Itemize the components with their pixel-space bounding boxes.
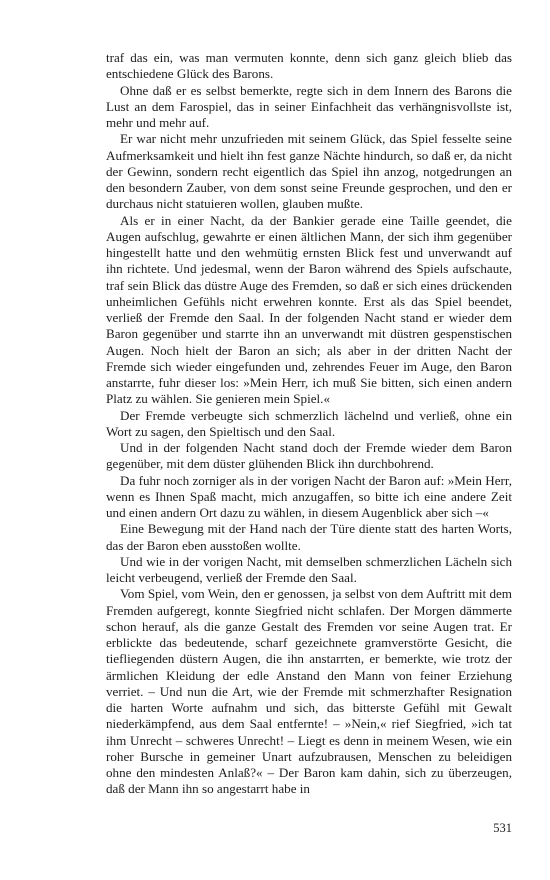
- paragraph: Er war nicht mehr unzufrieden mit seinem Glück, das Spiel fesselte seine Aufmerksamkeit und hielt ihn fest ganze Nächte hindurch, so daß er, da nicht der Gewinn, sondern recht eigentlich das Spiel ihn anzog, notgedrungen an den besondern Zauber, von dem sonst seine Freunde gesprochen, und den er durchaus nicht statuieren wollen, glauben mußte.: [106, 131, 512, 212]
- paragraph: traf das ein, was man vermuten konnte, denn sich ganz gleich blieb das entschiedene Glück des Barons.: [106, 50, 512, 82]
- page-number: 531: [493, 821, 512, 835]
- paragraph: Eine Bewegung mit der Hand nach der Türe diente statt des harten Worts, das der Baron eben ausstoßen wollte.: [106, 521, 512, 553]
- paragraph: Und in der folgenden Nacht stand doch der Fremde wieder dem Baron gegenüber, mit dem düster glühenden Blick ihn durchbohrend.: [106, 440, 512, 472]
- paragraph: Ohne daß er es selbst bemerkte, regte sich in dem Innern des Barons die Lust an dem Farospiel, das in seiner Einfachheit das verhängnisvollste ist, mehr und mehr auf.: [106, 82, 512, 130]
- paragraph: Und wie in der vorigen Nacht, mit demselben schmerzlichen Lächeln sich leicht verbeugend, verließ der Fremde den Saal.: [106, 553, 512, 585]
- paragraph: Vom Spiel, vom Wein, den er genossen, ja selbst von dem Auftritt mit dem Fremden aufgeregt, konnte Siegfried nicht schlafen. Der Morgen dämmerte schon herauf, als die ganze Gestalt des Fremden vor seine Augen trat. Er erblickte das bedeutende, scharf gezeichnete gramverstörte Gesicht, die tiefliegenden düstern Augen, die ihn anstarrten, er bemerkte, wie trotz der ärmlichen Kleidung der edle Anstand den Mann von feiner Erziehung verriet. – Und nun die Art, wie der Fremde mit schmerzhafter Resignation die harten Worte aufnahm und sich, das bitterste Gefühl mit Gewalt niederkämpfend, aus dem Saal entfernte! – »Nein,« rief Siegfried, »ich tat ihm Unrecht – schweres Unrecht! – Liegt es denn in meinem Wesen, wie ein roher Bursche in gemeiner Unart aufzubrausen, Menschen zu beleidigen ohne den mindesten Anlaß?« – Der Baron kam dahin, sich zu überzeugen, daß der Mann ihn so angestarrt habe in: [106, 586, 512, 797]
- paragraph: Der Fremde verbeugte sich schmerzlich lächelnd und verließ, ohne ein Wort zu sagen, den Spieltisch und den Saal.: [106, 407, 512, 439]
- page-body: [106, 50, 512, 798]
- paragraph: Als er in einer Nacht, da der Bankier gerade eine Taille geendet, die Augen aufschlug, gewahrte er einen ältlichen Mann, der sich ihm gegenüber hingestellt hatte und den wehmütig ernsten Blick fest und unverwandt auf ihn richtete. Und jedesmal, wenn der Baron während des Spiels aufschaute, traf sein Blick das düstre Auge des Fremden, so daß er sich eines drückenden unheimlichen Gefühls nicht erwehren konnte. Erst als das Spiel beendet, verließ der Fremde den Saal. In der folgenden Nacht stand er wieder dem Baron gegenüber und starrte ihn an unverwandt mit düstren gespenstischen Augen. Noch hielt der Baron an sich; als aber in der dritten Nacht der Fremde sich wieder eingefunden und, zehrendes Feuer im Auge, den Baron anstarrte, fuhr dieser los: »Mein Herr, ich muß Sie bitten, sich einen andern Platz zu wählen. Sie genieren mein Spiel.«: [106, 212, 512, 407]
- paragraph: Da fuhr noch zorniger als in der vorigen Nacht der Baron auf: »Mein Herr, wenn es Ihnen Spaß macht, mich anzugaffen, so bitte ich eine andere Zeit und einen andern Ort dazu zu wählen, in diesem Augenblick aber sich –«: [106, 472, 512, 520]
